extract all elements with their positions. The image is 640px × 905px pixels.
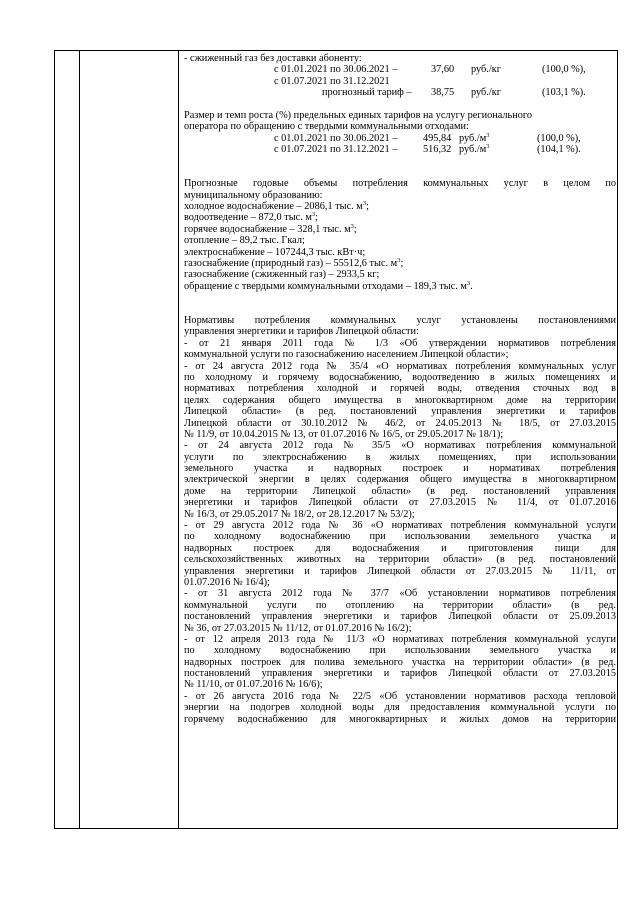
tariff-unit: руб./кг [471,64,501,76]
norms-line: коммунальной услуги по отоплению на территории области» (в ред. [184,599,616,611]
norms-line: - от 24 августа 2012 года № 35/4 «О нормативах потребления коммунальных услуг [184,360,616,372]
tariff-unit: $руб./м^3$ [459,143,490,156]
volume-item: газоснабжение (природный газ) – 55512,6 тыс. $м^3$; [184,257,404,270]
norms-line: - от 26 августа 2016 года № 22/5 «Об установлении нормативов расхода тепловой [184,690,616,702]
tariff-value: 516,32 [423,144,452,156]
tariff-period: с 01.01.2021 по 30.06.2021 – [274,132,398,144]
norms-line: энергии на подогрев холодной воды для предоставления коммунальной услуги по [184,702,616,714]
norms-line: по холодному водоснабжению при использовании земельного участка и [184,645,616,657]
norms-line: № 11/9, от 10.04.2015 № 13, от 01.07.2016 № 16/5, от 29.05.2017 № 18/1); [184,428,504,440]
volume-item: электроснабжение – 107244,3 тыс. кВт·ч; [184,246,366,258]
tariff-pct: (104,1 %). [537,144,581,156]
norms-line: 01.07.2016 № 16/4); [184,576,270,588]
tariff-pct: (103,1 %). [542,87,586,99]
norms-line: Липецкой области» (в ред. постановлений управления энергетики и тарифов [184,406,616,418]
tariff-row [184,64,616,75]
volume-item: холодное водоснабжение – 2086,1 тыс. $м^3$; [184,200,369,213]
norms-line: услуги по электроснабжению в жилых помещениях, при использовании [184,451,616,463]
norms-line: № 36, от 27.03.2015 № 11/12, от 01.07.2016 № 16/2); [184,622,412,634]
tariff-value: 495,84 [423,132,452,144]
volumes-line: Прогнозные годовые объемы потребления коммунальных услуг в целом по [184,178,616,190]
norms-line: - от 12 апреля 2013 года № 11/3 «О нормативах потребления коммунальной услуги [184,633,616,645]
norms-line: постановлений управления энергетики и тарифов Липецкой области от 25.09.2013 [184,611,616,623]
norms-line: нормативах потребления холодной и горячей воды, отведения сточных вод в [184,383,616,395]
norms-line: земельного участка и надворных построек и нормативах потребления [184,463,616,475]
norms-line: сельскохозяйственных животных на территории области» (в ред. постановлений [184,554,616,566]
waste-line: Размер и темп роста (%) предельных единых тарифов на услугу регионального [184,109,533,121]
tariff-period: с 01.07.2021 по 31.12.2021 [274,75,390,87]
norms-line: № 11/10, от 01.07.2016 № 16/6); [184,679,323,691]
tariff-row [184,87,616,98]
volume-item: горячее водоснабжение – 328,1 тыс. $м^3$; [184,222,357,235]
norms-line: Нормативы потребления коммунальных услуг установлены постановлениями [184,314,616,326]
tariff-value: 38,75 [431,87,455,99]
norms-line: постановлений управления энергетики и тарифов Липецкой области от 27.03.2015 [184,668,616,680]
norms-line: энергетики и тарифов Липецкой области от 27.03.2015 № 11/4, от 01.07.2016 [184,497,616,509]
norms-line: целях содержания общего имущества в многоквартирном доме на территории [184,394,616,406]
volumes-list [184,201,616,292]
tariff-pct: (100,0 %), [542,64,586,76]
tariff-value: 37,60 [431,64,455,76]
tariff-pct: (100,0 %), [537,132,581,144]
column-divider [79,51,80,828]
gas-heading: - сжиженный газ без доставки абоненту: [184,53,362,64]
tariff-row [184,133,616,144]
tariff-row [184,76,616,87]
norms-line: горячему водоснабжению для многоквартирных и жилых домов на территории [184,713,616,725]
tariff-unit: $руб./м^3$ [459,131,490,144]
norms-line: управления энергетики и тарифов Липецкой области от 27.03.2015 № 11/11, от [184,565,616,577]
norms-line: управления энергетики и тарифов Липецкой области: [184,326,419,338]
tariff-period: с 01.07.2021 по 31.12.2021 – [274,144,398,156]
norms-line: № 16/3, от 29.05.2017 № 18/2, от 28.12.2017 № 53/2); [184,508,415,520]
tariff-period: с 01.01.2021 по 30.06.2021 – [274,64,398,76]
volume-item: обращение с твердыми коммунальными отходами – 189,3 тыс. $м^3$. [184,279,473,292]
norms-line: Липецкой области от 30.10.2012 № 46/2, от 24.05.2013 № 18/5, от 27.03.2015 [184,417,616,429]
waste-line: оператора по обращению с твердыми коммунальными отходами: [184,121,469,133]
norms-line: - от 21 января 2011 года № 1/3 «Об утверждении нормативов потребления [184,337,616,349]
norms-line: - от 31 августа 2012 года № 37/7 «Об установлении нормативов потребления [184,588,616,600]
norms-text [184,315,616,725]
norms-line: коммунальной услуги по газоснабжению населением Липецкой области»; [184,349,509,361]
tariff-row [184,144,616,155]
table-cell-content [184,53,616,725]
norms-line: - от 24 августа 2012 года № 35/5 «О нормативах потребления коммунальной [184,440,616,452]
norms-line: по холодному водоснабжению при использовании земельного участка и [184,531,616,543]
document-table [54,50,618,829]
norms-line: надворных построек для водоснабжения и приготовления пищи для [184,542,616,554]
norms-line: - от 29 августа 2012 года № 36 «О нормативах потребления коммунальной услуги [184,520,616,532]
norms-line: по холодному и горячему водоснабжению, водоотведению в жилых помещениях и [184,371,616,383]
norms-line: надворных построек для полива земельного участка на территории области» (в ред. [184,656,616,668]
norms-line: доме на территории Липецкой области» (в ред. постановлений управления [184,485,616,497]
volumes-line: муниципальному образованию: [184,189,323,201]
volume-item: газоснабжение (сжиженный газ) – 2933,5 кг; [184,269,380,281]
volume-item: отопление – 89,2 тыс. Гкал; [184,235,305,247]
volume-item: водоотведение – 872,0 тыс. $м^3$; [184,211,318,224]
norms-line: электрической энергии в целях содержания общего имущества в многоквартирном [184,474,616,486]
column-divider [178,51,179,828]
tariff-period: прогнозный тариф – [322,87,412,99]
tariff-unit: руб./кг [471,87,501,99]
